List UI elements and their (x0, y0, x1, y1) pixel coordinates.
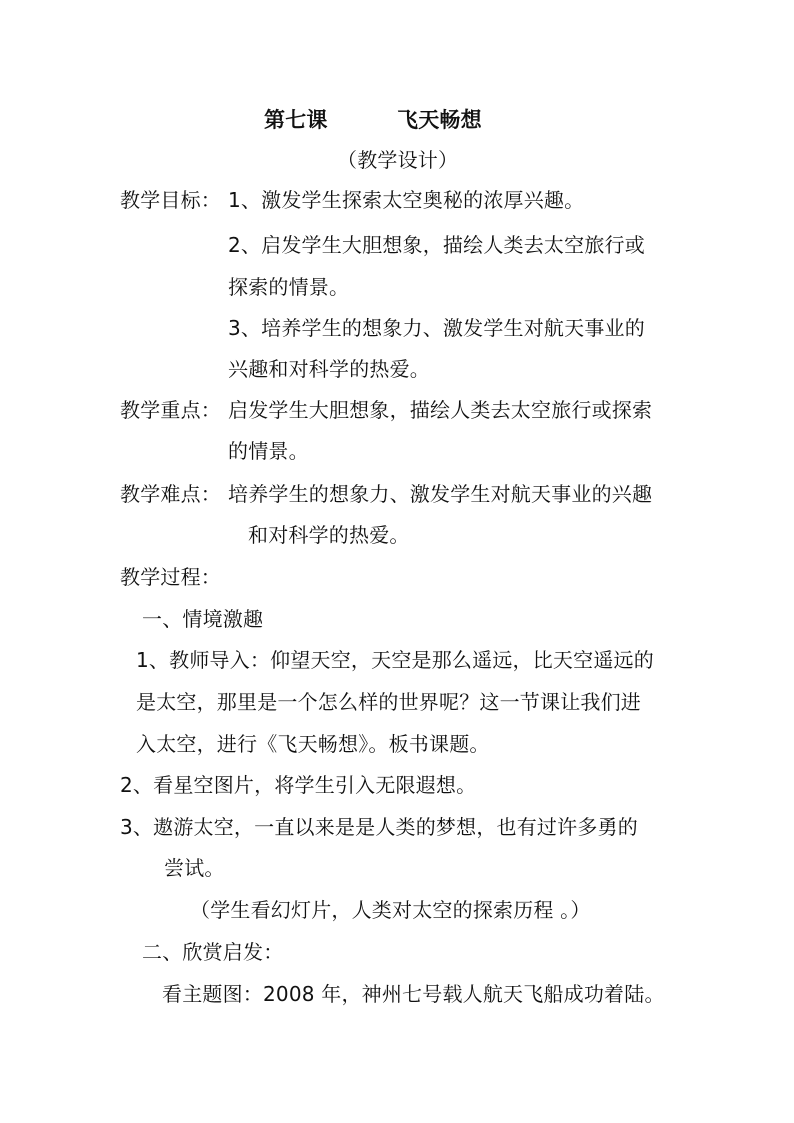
objective-2-line-2: 探索的情景。 (228, 275, 350, 299)
objective-1: 1、激发学生探索太空奥秘的浓厚兴趣。 (228, 188, 585, 212)
subtitle: （教学设计） (337, 148, 459, 172)
step-3-line-1: 3、遨游太空，一直以来是是人类的梦想，也有过许多勇的 (120, 815, 638, 839)
step-3-note: （学生看幻灯片，人类对太空的探索历程 。） (190, 898, 591, 922)
key-point-label: 教学重点： (120, 398, 221, 422)
objective-2-line-1: 2、启发学生大胆想象，描绘人类去太空旅行或 (228, 233, 645, 257)
difficulty-line-1: 培养学生的想象力、激发学生对航天事业的兴趣 (228, 482, 653, 506)
key-point-line-2: 的情景。 (228, 439, 309, 463)
section-1-heading: 一、情境激趣 (142, 607, 264, 631)
section-2-heading: 二、欣赏启发： (142, 940, 284, 964)
difficulty-line-2: 和对科学的热爱。 (248, 523, 410, 547)
lesson-title: 飞天畅想 (397, 108, 482, 132)
step-2: 2、看星空图片，将学生引入无限遐想。 (120, 773, 477, 797)
difficulty-label: 教学难点： (120, 482, 221, 506)
process-label: 教学过程： (120, 565, 221, 589)
lesson-number: 第七课 (264, 108, 328, 132)
step-1-line-2: 是太空，那里是一个怎么样的世界呢？这一节课让我们进 (136, 690, 641, 714)
step-3-line-2: 尝试。 (164, 856, 225, 880)
section-2-text: 看主题图：2008 年，神州七号载人航天飞船成功着陆。 (162, 982, 665, 1006)
objectives-label: 教学目标： (120, 188, 221, 212)
objective-3-line-2: 兴趣和对科学的热爱。 (228, 357, 430, 381)
key-point-line-1: 启发学生大胆想象，描绘人类去太空旅行或探索 (228, 398, 653, 422)
objective-3-line-1: 3、培养学生的想象力、激发学生对航天事业的 (228, 316, 645, 340)
step-1-line-1: 1、教师导入：仰望天空，天空是那么遥远，比天空遥远的 (136, 648, 654, 672)
step-1-line-3: 入太空，进行《飞天畅想》。板书课题。 (136, 732, 490, 756)
